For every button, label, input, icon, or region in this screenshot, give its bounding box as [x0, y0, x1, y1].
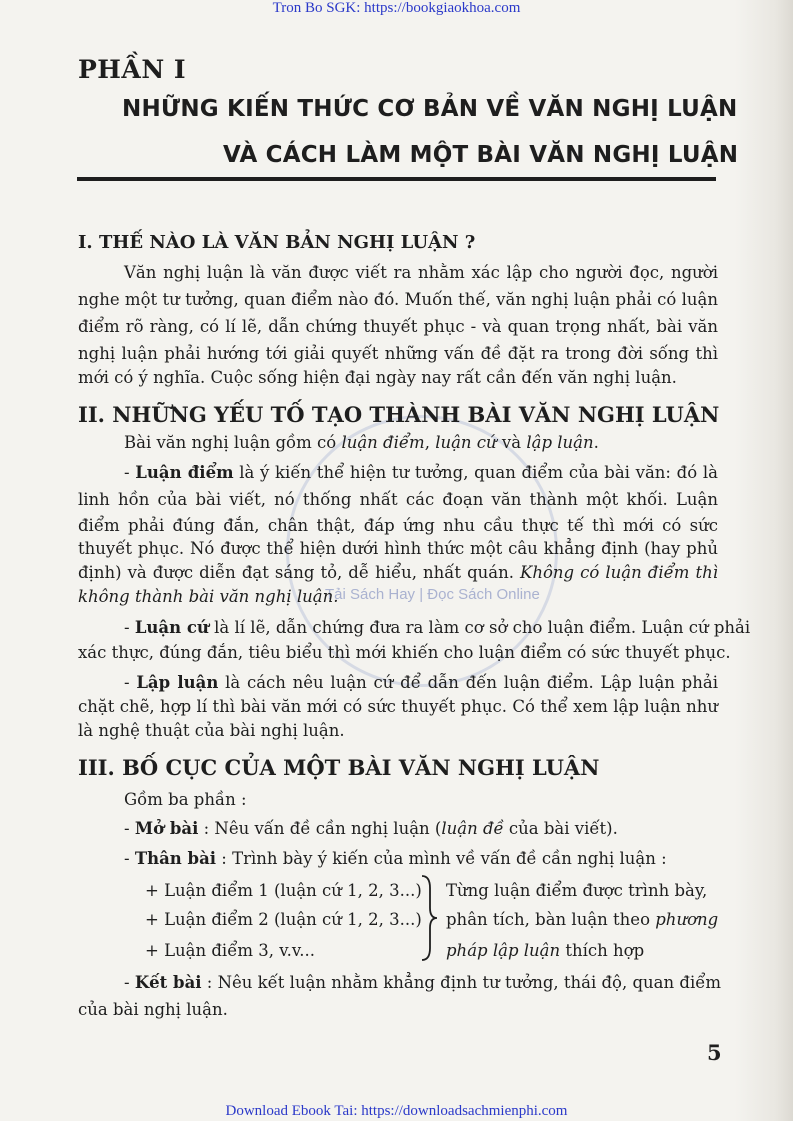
brace-text-2: phân tích, bàn luận theo phương: [446, 910, 719, 929]
lap-luan-line-1: - Lập luận là cách nêu luận cứ để dẫn đến luận điểm. Lập luận phải: [124, 673, 718, 692]
chapter-title-line-1: NHỮNG KIẾN THỨC CƠ BẢN VỀ VĂN NGHỊ LUẬN: [122, 96, 738, 122]
luan-diem-line-1: - Luận điểm là ý kiến thể hiện tư tưởng, quan điểm của bài văn: đó là: [124, 463, 718, 482]
section-1-heading: I. THẾ NÀO LÀ VĂN BẢN NGHỊ LUẬN ?: [78, 232, 476, 253]
luan-cu-line-2: xác thực, đúng đắn, tiêu biểu thì mới khiến cho luận điểm có sức thuyết phục.: [78, 643, 731, 662]
lap-luan-line-3: là nghệ thuật của bài nghị luận.: [78, 721, 345, 740]
luan-diem-line-2: linh hồn của bài viết, nó thống nhất các đoạn văn thành một khối. Luận: [78, 490, 718, 509]
luan-diem-line-3: điểm phải đúng đắn, chân thật, đáp ứng nhu cầu thực tế thì mới có sức: [78, 516, 718, 535]
ket-bai-line-2: của bài nghị luận.: [78, 1000, 228, 1019]
s3-intro: Gồm ba phần :: [124, 790, 247, 809]
luan-diem-line-6: không thành bài văn nghị luận.: [78, 587, 339, 606]
title-rule: [77, 177, 716, 181]
chapter-title-line-2: VÀ CÁCH LÀM MỘT BÀI VĂN NGHỊ LUẬN: [223, 142, 739, 168]
section-3-heading: III. BỐ CỤC CỦA MỘT BÀI VĂN NGHỊ LUẬN: [78, 755, 600, 780]
section-2-heading: II. NHỮNG YẾU TỐ TẠO THÀNH BÀI VĂN NGHỊ LUẬN: [78, 402, 720, 427]
ket-bai-line-1: - Kết bài : Nêu kết luận nhằm khẳng định tư tưởng, thái độ, quan điểm: [124, 973, 722, 992]
s1-line-2: nghe một tư tưởng, quan điểm nào đó. Muốn thế, văn nghị luận phải có luận: [78, 290, 718, 309]
part-label: PHẦN I: [78, 55, 187, 84]
header-link[interactable]: Tron Bo SGK: https://bookgiaokhoa.com: [272, 0, 521, 16]
than-bai-line: - Thân bài : Trình bày ý kiến của mình về vấn đề cần nghị luận :: [124, 849, 667, 868]
footer-link[interactable]: Download Ebook Tai: https://downloadsachmienphi.com: [225, 1103, 568, 1119]
s1-line-5: mới có ý nghĩa. Cuộc sống hiện đại ngày nay rất cần đến văn nghị luận.: [78, 368, 677, 387]
luan-cu-line-1: - Luận cứ là lí lẽ, dẫn chứng đưa ra làm cơ sở cho luận điểm. Luận cứ phải: [124, 618, 751, 637]
brace-text-3: pháp lập luận thích hợp: [446, 941, 645, 960]
s1-line-4: nghị luận phải hướng tới giải quyết những vấn đề đặt ra trong đời sống thì: [78, 344, 718, 363]
curly-brace: [418, 874, 440, 962]
watermark-text: Tải Sách Hay | Đọc Sách Online: [325, 586, 540, 603]
point-2: + Luận điểm 2 (luận cứ 1, 2, 3...): [145, 910, 422, 929]
mo-bai-line: - Mở bài : Nêu vấn đề cần nghị luận (luận đề của bài viết).: [124, 819, 618, 838]
brace-text-1: Từng luận điểm được trình bày,: [446, 881, 708, 900]
luan-diem-line-4: thuyết phục. Nó được thể hiện dưới hình thức một câu khẳng định (hay phủ: [78, 539, 718, 558]
point-1: + Luận điểm 1 (luận cứ 1, 2, 3...): [145, 881, 422, 900]
page-edge-shadow: [735, 0, 793, 1121]
s2-intro: Bài văn nghị luận gồm có luận điểm, luận cứ và lập luận.: [124, 433, 599, 452]
s1-line-3: điểm rõ ràng, có lí lẽ, dẫn chứng thuyết phục - và quan trọng nhất, bài văn: [78, 317, 718, 336]
s1-line-1: Văn nghị luận là văn được viết ra nhằm xác lập cho người đọc, người: [124, 263, 718, 282]
lap-luan-line-2: chặt chẽ, hợp lí thì bài văn mới có sức thuyết phục. Có thể xem lập luận như: [78, 697, 718, 716]
page-number: 5: [707, 1040, 722, 1065]
point-3: + Luận điểm 3, v.v...: [145, 941, 315, 960]
luan-diem-line-5: định) và được diễn đạt sáng tỏ, dễ hiểu, nhất quán. Không có luận điểm thì: [78, 563, 718, 582]
